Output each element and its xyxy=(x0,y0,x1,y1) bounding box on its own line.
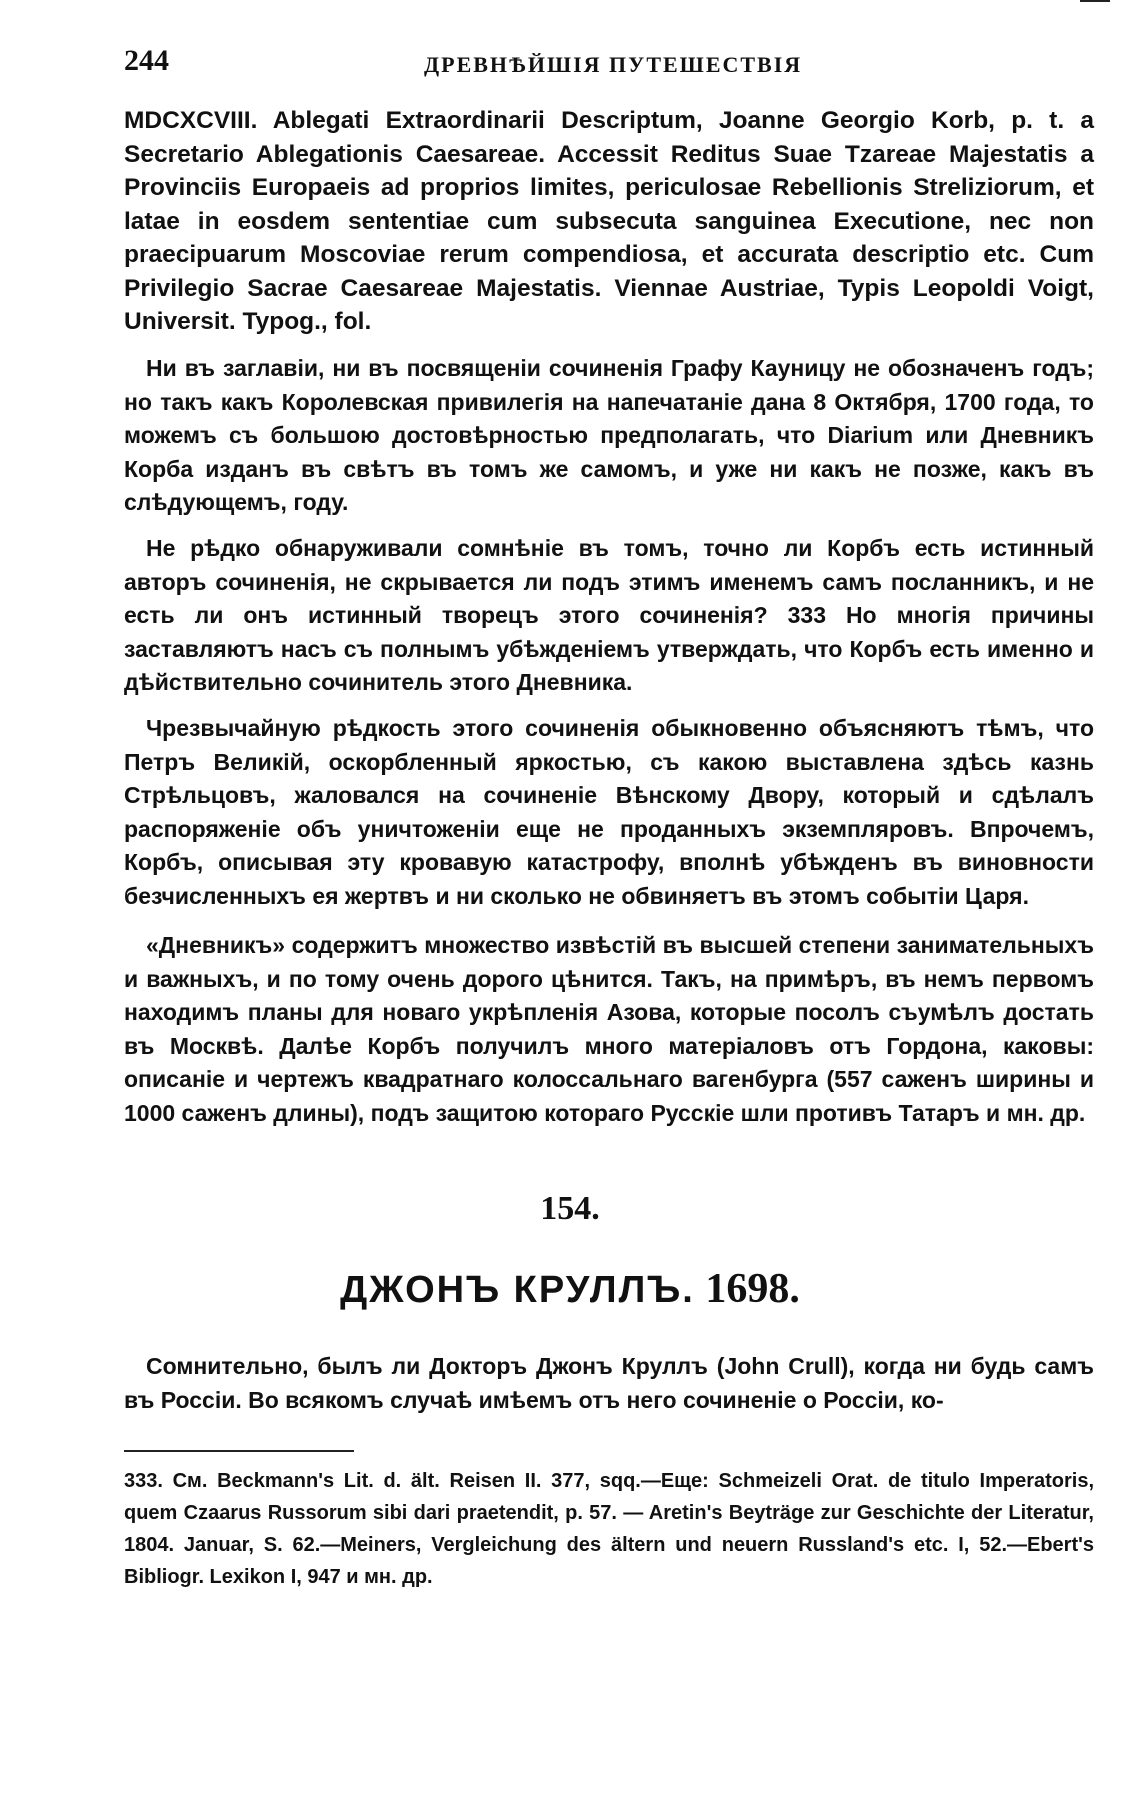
paragraph-3: Чрезвычайную рѣдкость этого сочиненія обыкновенно объясняютъ тѣмъ, что Петръ Великій, оскорбленный яркостью, съ какою выставлена здѣсь казнь Стрѣльцовъ, жаловался на сочиненіе Вѣнскому Двору, который и сдѣлалъ распоряженіе объ уничтоженіи еще не проданныхъ экземпляровъ. Впрочемъ, Корбъ, описывая эту кровавую катастрофу, вполнѣ убѣжденъ въ виновности безчисленныхъ ея жертвъ и ни сколько не обвиняетъ въ этомъ событіи Царя. xyxy=(124,715,1094,909)
footnote-divider xyxy=(124,1450,354,1452)
paragraph-1: Ни въ заглавіи, ни въ посвященіи сочиненія Графу Кауницу не обозначенъ годъ; но такъ какъ Королевская привилегія на напечатаніе дана 8 Октября, 1700 года, то можемъ съ большою достовѣрностью предполагать, что Diarium или Дневникъ Корба изданъ въ свѣтъ въ томъ же самомъ, и уже ни какъ не позже, какъ въ слѣдующемъ, году. xyxy=(124,355,1094,515)
paragraph-4: «Дневникъ» содержитъ множество извѣстій въ высшей степени занимательныхъ и важныхъ, и по тому очень дорого цѣнится. Такъ, на примѣръ, въ немъ первомъ находимъ планы для новаго укрѣпленія Азова, которые посолъ съумѣлъ достать въ Москвѣ. Далѣе Корбъ получилъ много матеріаловъ отъ Гордона, каковы: описаніе и чертежъ квадратнаго колоссальнаго вагенбурга (557 саженъ ширины и 1000 саженъ длины), подъ защитою котораго Русскіе шли противъ Татаръ и мн. др. xyxy=(124,932,1094,1126)
bibliographic-entry: MDCXCVIII. Ablegati Extraordinarii Descriptum, Joanne Georgio Korb, p. t. a Secretario Ablegationis Caesareae. Accessit Reditus Suae Tzareae Majestatis a Provinciis Europaeis ad proprios limites, periculosae Rebellionis Streliziorum, et latae in eosdem sententiae cum subsecuta sanguinea Executione, nec non praecipuarum Moscoviae rerum compendiosa, et accurata descriptio etc. Cum Privilegio Sacrae Caesareae Majestatis. Viennae Austriae, Typis Leopoldi Voigt, Universit. Typog., fol. xyxy=(124,107,1094,335)
page-header xyxy=(124,44,1094,80)
section-paragraph: Сомнительно, былъ ли Докторъ Джонъ Круллъ (John Crull), когда ни будь самъ въ Россіи. Во всякомъ случаѣ имѣемъ отъ него сочиненіе о Россіи, ко- xyxy=(124,1353,1094,1413)
footnote: 333. См. Beckmann's Lit. d. ält. Reisen II. 377, sqq.—Еще: Schmeizeli Orat. de titulo Imperatoris, quem Czaarus Russorum sibi dari praetendit, p. 57. — Aretin's Beyträge zur Geschichte der Literatur, 1804. Januar, S. 62.—Meiners, Vergleichung des ältern und neuern Russland's etc. I, 52.—Ebert's Bibliogr. Lexikon I, 947 и мн. др. xyxy=(124,1470,1094,1588)
section-author-name: ДЖОНЪ КРУЛЛЪ. xyxy=(340,1269,695,1311)
section-title xyxy=(0,1265,1140,1313)
corner-mark xyxy=(1080,0,1110,2)
section-number: 154. xyxy=(540,1190,600,1227)
section-year: 1698. xyxy=(705,1266,800,1312)
paragraph-2: Не рѣдко обнаруживали сомнѣніе въ томъ, точно ли Корбъ есть истинный авторъ сочиненія, не скрывается ли подъ этимъ именемъ самъ посланникъ, и не есть ли онъ истинный творецъ этого сочиненія? 333 Но многія причины заставляютъ насъ съ полнымъ убѣжденіемъ утверждать, что Корбъ есть именно и дѣйствительно сочинитель этого Дневника. xyxy=(124,535,1094,695)
running-title: ДРЕВНѢЙШІЯ ПУТЕШЕСТВІЯ xyxy=(424,52,803,77)
page-number: 244 xyxy=(124,44,169,77)
